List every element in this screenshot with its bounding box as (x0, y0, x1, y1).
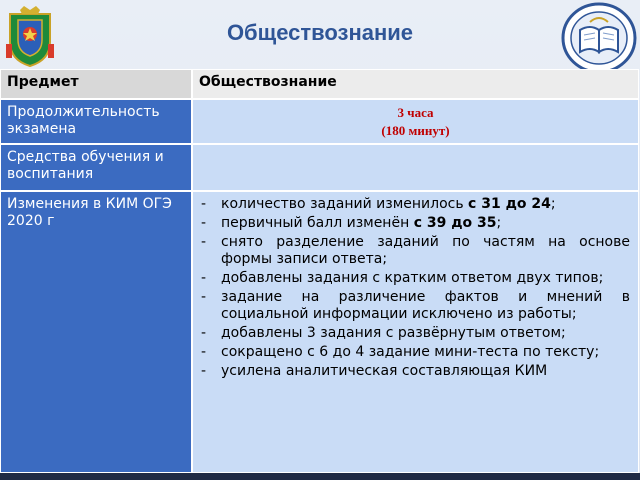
header-label-cell (0, 69, 192, 99)
duration-label-cell (0, 99, 192, 144)
changes-list (201, 196, 630, 382)
list-item: - количество заданий изменилось с 31 до 24; (201, 196, 556, 212)
means-label: Средства обучения и воспитания (7, 149, 164, 182)
list-item: - снято разделение заданий по частям на основе формы записи ответа; (201, 234, 630, 267)
exam-info-table (0, 69, 639, 473)
list-item: - первичный балл изменён с 39 до 35; (201, 215, 502, 231)
changes-label-cell (0, 191, 192, 473)
list-item: - добавлены 3 задания с развёрнутым ответом; (201, 325, 566, 341)
list-item: - добавлены задания с кратким ответом двух типов; (201, 270, 604, 286)
means-value-cell (192, 144, 639, 191)
changes-value-cell (192, 191, 639, 473)
duration-hours: 3 часа (397, 105, 434, 120)
page-title: Обществознание (226, 20, 414, 45)
duration-value-cell (192, 99, 639, 144)
open-book-badge-icon (560, 2, 638, 74)
header-value-cell (192, 69, 639, 99)
duration-minutes: (180 минут) (381, 123, 450, 138)
header-label: Предмет (7, 74, 79, 90)
list-item: - сокращено с 6 до 4 задание мини-теста по тексту; (201, 344, 600, 360)
list-item: - задание на различение фактов и мнений в социальной информации исключено из работы; (201, 289, 630, 322)
bottom-bar (0, 473, 640, 480)
means-label-cell (0, 144, 192, 191)
list-item: - усилена аналитическая составляющая КИМ (201, 363, 548, 379)
changes-label: Изменения в КИМ ОГЭ 2020 г (7, 196, 172, 229)
duration-label: Продолжительность экзамена (7, 104, 160, 137)
header-value: Обществознание (199, 74, 337, 90)
